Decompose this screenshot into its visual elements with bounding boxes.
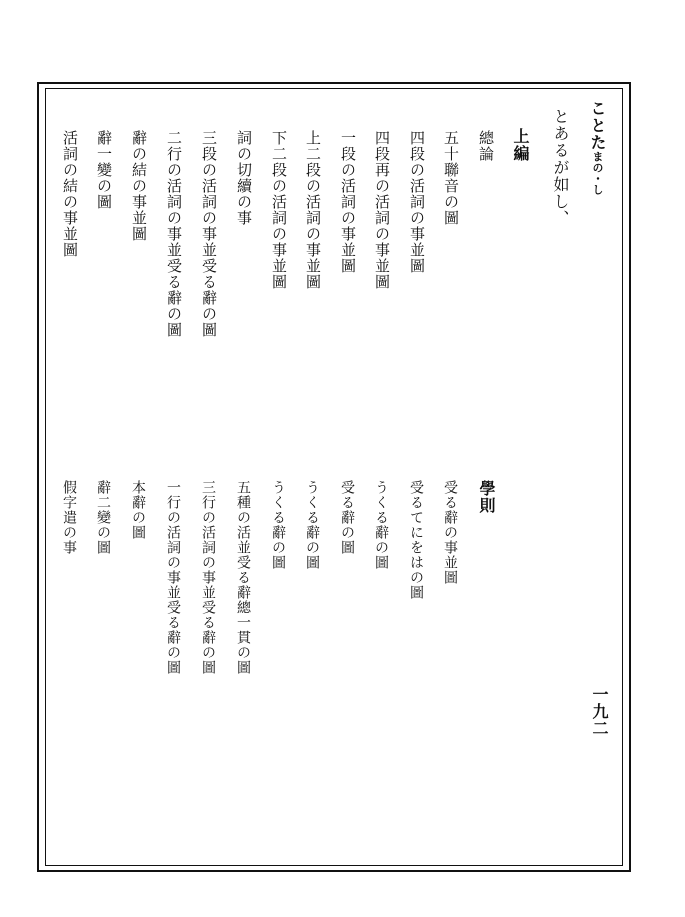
upper-item: 三段の活詞の事並受る辭の圖 [200, 130, 218, 338]
lower-section-heading: 學則 [477, 480, 496, 514]
upper-item: 總論 [477, 130, 495, 162]
upper-item: 四段の活詞の事並圖 [408, 130, 426, 274]
lower-item: うくる辭の圖 [373, 480, 389, 570]
intro-line: とあるが如し、 [551, 108, 570, 227]
upper-item: 辭一變の圖 [95, 130, 113, 210]
upper-item: 詞の切續の事 [235, 130, 253, 226]
running-title-main: ことた [588, 100, 607, 151]
upper-item: 下二段の活詞の事並圖 [270, 130, 288, 290]
lower-item: 辭二變の圖 [95, 480, 111, 555]
upper-item: 上二段の活詞の事並圖 [304, 130, 322, 290]
lower-item: 五種の活並受る辭總一貫の圖 [235, 480, 251, 675]
upper-section-heading: 上編 [511, 128, 530, 162]
lower-item: 一行の活詞の事並受る辭の圖 [165, 480, 181, 675]
running-title [589, 100, 605, 195]
lower-item: 三行の活詞の事並受る辭の圖 [200, 480, 216, 675]
lower-item: 受る辭の圖 [339, 480, 355, 555]
lower-item: うくる辭の圖 [270, 480, 286, 570]
lower-item: うくる辭の圖 [304, 480, 320, 570]
lower-item: 假字遣の事 [61, 480, 77, 555]
upper-item: 辭の結の事並圖 [130, 130, 148, 242]
running-title-sub: まの・し [591, 151, 604, 195]
upper-item: 五十聯音の圖 [442, 130, 460, 226]
upper-item: 四段再の活詞の事並圖 [373, 130, 391, 290]
lower-item: 受るてにをはの圖 [408, 480, 424, 600]
lower-item: 本辭の圖 [130, 480, 146, 540]
upper-item: 活詞の結の事並圖 [61, 130, 79, 258]
lower-item: 受る辭の事並圖 [442, 480, 458, 585]
upper-item: 二行の活詞の事並受る辭の圖 [165, 130, 183, 338]
page-number: 一九二 [590, 686, 609, 737]
upper-item: 一段の活詞の事並圖 [339, 130, 357, 274]
